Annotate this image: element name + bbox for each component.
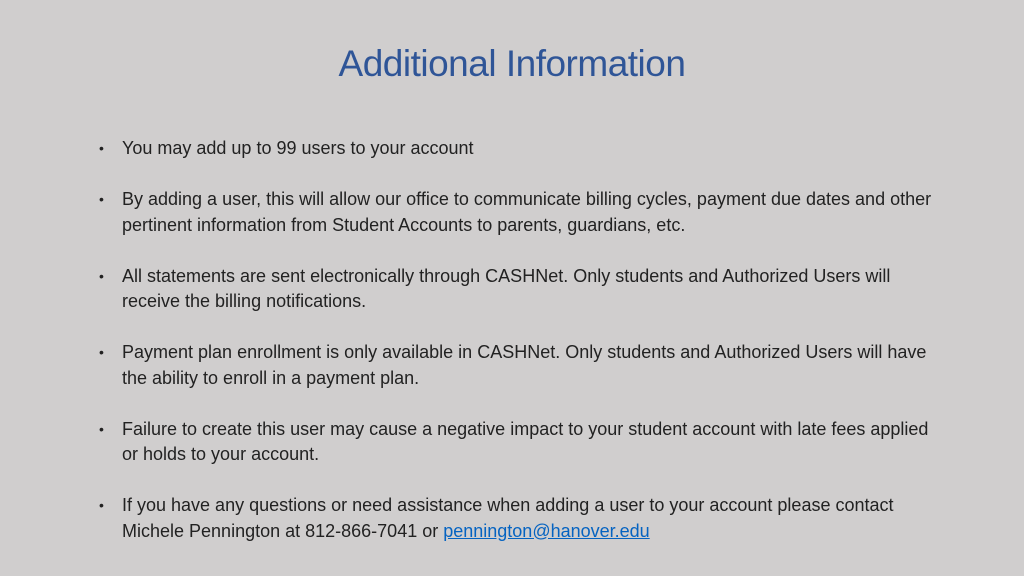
bullet-item-communication bbox=[96, 187, 936, 238]
bullet-icon: • bbox=[99, 420, 104, 437]
bullet-icon: • bbox=[99, 140, 104, 156]
bullet-icon: • bbox=[99, 191, 104, 207]
bullet-text: All statements are sent electronically through CASHNet. Only students and Authorized Users will receive the billing notifications. bbox=[122, 265, 891, 311]
bullet-text: You may add up to 99 users to your account bbox=[122, 138, 474, 158]
bullet-icon: • bbox=[99, 344, 104, 360]
slide-title: Additional Information bbox=[338, 43, 686, 84]
contact-email-link[interactable]: pennington@hanover.edu bbox=[443, 520, 650, 541]
bullet-text: Failure to create this user may cause a negative impact to your student account with late fees applied or holds to your account. bbox=[122, 418, 929, 464]
bullet-item-payment-plan bbox=[96, 340, 936, 391]
bullet-text: Payment plan enrollment is only available in CASHNet. Only students and Authorized Users will have the ability to enroll in a payment plan. bbox=[122, 342, 927, 388]
bullet-list bbox=[96, 136, 936, 544]
bullet-text: If you have any questions or need assistance when adding a user to your account please contact Michele Pennington at 812-866-7041 or bbox=[122, 495, 894, 541]
bullet-item-contact bbox=[96, 493, 936, 544]
bullet-item-users-limit bbox=[96, 136, 936, 162]
bullet-icon: • bbox=[99, 267, 104, 284]
bullet-icon: • bbox=[99, 497, 104, 513]
bullet-item-failure-impact bbox=[96, 417, 936, 468]
bullet-text: By adding a user, this will allow our office to communicate billing cycles, payment due dates and other pertinent information from Student Accounts to parents, guardians, etc. bbox=[122, 189, 932, 235]
bullet-item-statements bbox=[96, 264, 936, 315]
